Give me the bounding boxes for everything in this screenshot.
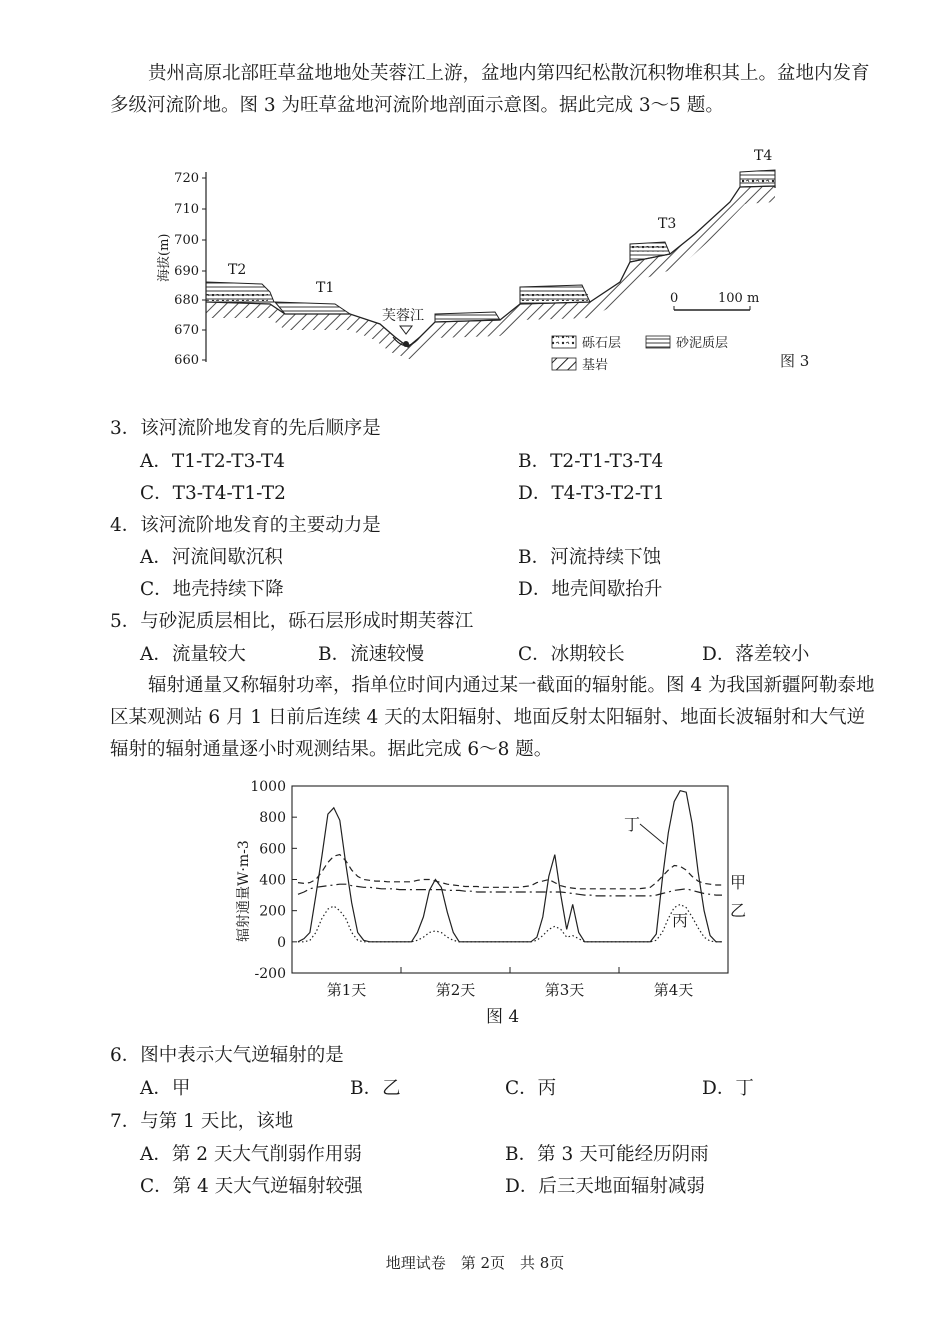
intro-paragraph-2: 辐射通量又称辐射功率，指单位时间内通过某一截面的辐射能。图 4 为我国新疆阿勒泰地区某观测站 6 月 1 日前后连续 4 天的太阳辐射、地面反射太阳辐射、地面长波辐射和大气逆辐射的辐射通量逐小时观测结果。据此完成 6～8 题。 <box>110 675 875 760</box>
q7-option-a: A．第 2 天大气削弱作用弱 <box>140 1144 362 1165</box>
intro-paragraph-1: 贵州高原北部旺草盆地地处芙蓉江上游，盆地内第四纪松散沉积物堆积其上。盆地内发育多级河流阶地。图 3 为旺草盆地河流阶地剖面示意图。据此完成 3～5 题。 <box>110 63 870 116</box>
question-3-stem: 3．该河流阶地发育的先后顺序是 <box>110 418 381 439</box>
fig3-legend-bedrock: 基岩 <box>582 358 609 373</box>
fig4-label-yi: 乙 <box>730 901 747 920</box>
fig3-legend-bedrock-swatch <box>552 358 576 370</box>
fig3-ytick-690: 690 <box>174 264 199 279</box>
fig3-caption: 图 3 <box>780 352 810 370</box>
fig3-legend-gravel-swatch <box>552 336 576 348</box>
fig3-legend-sand-swatch <box>646 336 670 348</box>
q3-option-d: D．T4-T3-T2-T1 <box>518 483 665 504</box>
fig3-label-t1: T1 <box>316 280 335 296</box>
fig4-caption: 图 4 <box>486 1007 520 1027</box>
fig4-ytick-label: 400 <box>259 872 286 889</box>
q5-option-b: B．流速较慢 <box>318 644 425 665</box>
page-footer: 地理试卷 第 2页 共 8页 <box>385 1254 565 1272</box>
fig4-series-dashed <box>298 855 722 889</box>
fig4-day-label: 第1天 <box>326 981 367 999</box>
fig3-scale-length: 100 m <box>718 291 760 306</box>
q7-option-c: C．第 4 天大气逆辐射较强 <box>140 1176 363 1197</box>
q4-option-d: D．地壳间歇抬升 <box>518 579 663 600</box>
fig4-pointer-ding <box>640 824 664 844</box>
fig4-ytick-label: -200 <box>254 966 286 982</box>
fig3-y-ticks <box>174 171 206 368</box>
q4-option-b: B．河流持续下蚀 <box>518 547 662 568</box>
fig3-ytick-670: 670 <box>174 323 199 338</box>
fig3-label-river: 芙蓉江 <box>382 308 424 324</box>
fig4-ylabel: 辐射通量W·m-3 <box>236 840 252 942</box>
figure-4-radiation-chart <box>228 770 768 1030</box>
fig4-label-bing: 丙 <box>672 911 689 930</box>
fig4-series-dashdot <box>298 884 722 896</box>
q6-option-c: C．丙 <box>505 1078 557 1099</box>
q4-option-c: C．地壳持续下降 <box>140 579 284 600</box>
fig3-ytick-660: 660 <box>174 353 199 368</box>
fig3-gravel-t3 <box>632 246 666 252</box>
fig4-label-ding: 丁 <box>624 815 641 834</box>
q4-option-a: A．河流间歇沉积 <box>140 547 283 568</box>
fig4-ytick-label: 600 <box>259 841 286 858</box>
fig3-ylabel: 海拔(m) <box>157 233 172 282</box>
fig3-ytick-720: 720 <box>174 171 199 186</box>
question-5-stem: 5．与砂泥质层相比，砾石层形成时期芙蓉江 <box>110 611 474 632</box>
fig3-legend-gravel: 砾石层 <box>582 336 622 351</box>
q7-option-d: D．后三天地面辐射减弱 <box>505 1176 705 1197</box>
fig3-gravel-t2-right <box>520 294 588 301</box>
fig4-ytick-label: 1000 <box>250 779 286 795</box>
fig3-legend-sand: 砂泥质层 <box>676 336 729 351</box>
fig3-label-t4: T4 <box>754 148 773 164</box>
fig4-series-solid <box>298 791 722 942</box>
q6-option-a: A．甲 <box>140 1078 191 1099</box>
q5-option-d: D．落差较小 <box>702 644 810 665</box>
fig4-ytick-label: 0 <box>277 934 286 951</box>
fig3-water-symbol <box>400 326 412 334</box>
question-6-stem: 6．图中表示大气逆辐射的是 <box>110 1045 344 1066</box>
fig3-label-t3: T3 <box>658 216 677 232</box>
fig3-bedrock-hatch <box>206 186 775 360</box>
fig3-label-t2: T2 <box>228 262 247 278</box>
q5-option-a: A．流量较大 <box>140 644 246 665</box>
q3-option-a: A．T1-T2-T3-T4 <box>140 451 286 472</box>
fig3-sediment-t1-right <box>435 312 500 322</box>
fig4-day-label: 第2天 <box>435 981 476 999</box>
fig3-ytick-680: 680 <box>174 293 199 308</box>
fig4-day-label: 第4天 <box>653 981 694 999</box>
fig3-gravel-t2 <box>206 294 268 301</box>
question-4-stem: 4．该河流阶地发育的主要动力是 <box>110 515 381 536</box>
fig4-label-jia: 甲 <box>730 873 747 892</box>
fig4-day-label: 第3天 <box>544 981 585 999</box>
fig3-scale-zero: 0 <box>670 291 679 306</box>
q3-option-b: B．T2-T1-T3-T4 <box>518 451 664 472</box>
q3-option-c: C．T3-T4-T1-T2 <box>140 483 286 504</box>
q7-option-b: B．第 3 天可能经历阴雨 <box>505 1144 709 1165</box>
question-7-stem: 7．与第 1 天比，该地 <box>110 1111 294 1132</box>
fig3-river-gravel <box>403 341 409 347</box>
fig3-ytick-710: 710 <box>174 202 199 217</box>
q6-option-d: D．丁 <box>702 1078 754 1099</box>
fig4-ytick-label: 800 <box>259 810 286 827</box>
q6-option-b: B．乙 <box>350 1078 401 1099</box>
fig3-gravel-t4 <box>742 178 774 183</box>
q5-option-c: C．冰期较长 <box>518 644 625 665</box>
fig3-ytick-700: 700 <box>174 233 199 248</box>
fig4-ytick-label: 200 <box>259 903 286 920</box>
fig3-sediment-t1 <box>275 302 350 314</box>
figure-3-terrace-profile <box>150 142 830 382</box>
